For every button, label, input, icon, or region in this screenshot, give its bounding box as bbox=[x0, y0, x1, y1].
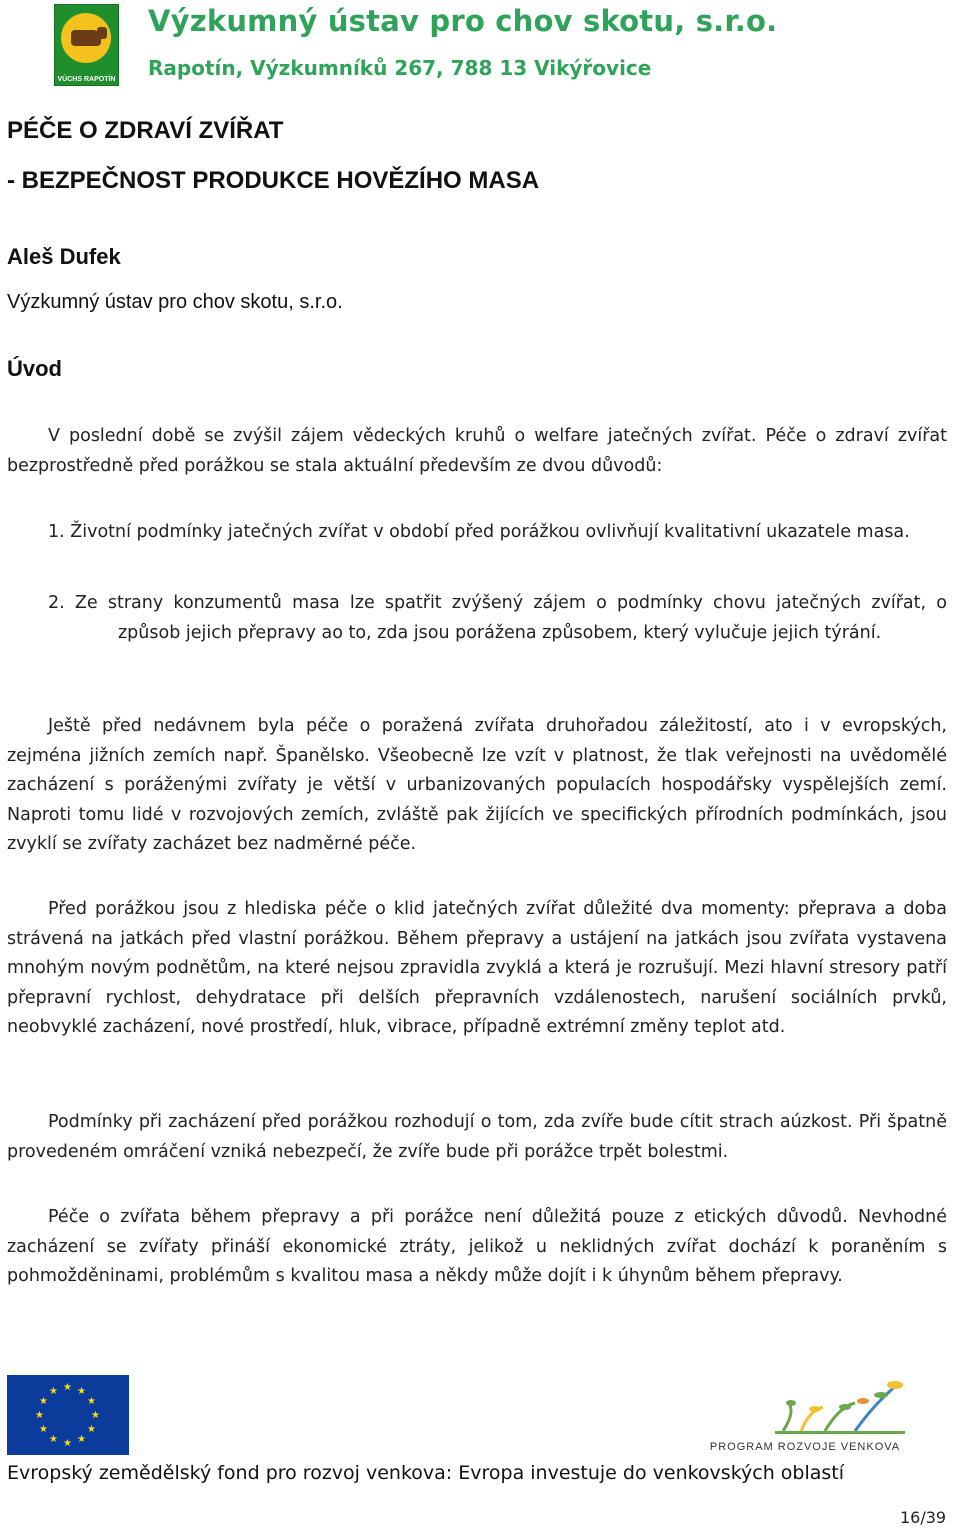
list-item-2: 2. Ze strany konzumentů masa lze spatřit zvýšený zájem o podmínky chovu jatečných zvířat, o způsob jejich přepravy ao to, zda jsou porážena způsobem, který vylučuje jejich týrání. bbox=[48, 593, 947, 643]
paragraph-4-text: Podmínky při zacházení před porážkou rozhodují o tom, zda zvíře bude cítit strach aúzkost. Při špatně provedeném omráčení vzniká nebezpečí, že zvíře bude při porážce trpět bolestmi. bbox=[7, 1112, 947, 1162]
eu-star-icon: ★ bbox=[87, 1396, 96, 1407]
eu-flag-logo bbox=[7, 1375, 129, 1455]
eu-star-icon: ★ bbox=[91, 1410, 100, 1421]
paragraph-5-text: Péče o zvířata během přepravy a při porážce není důležitá pouze z etických důvodů. Nevhodné zacházení se zvířaty přináší ekonomické ztráty, jelikož u neklidných zvířat dochází k poraněním s pohmožděninami, problémům s kvalitou masa a někdy může dojít i k úhynům během přepravy. bbox=[7, 1207, 947, 1287]
cow-head-icon bbox=[97, 27, 107, 39]
author-name: Aleš Dufek bbox=[7, 244, 121, 269]
paragraph-2-text: Ještě před nedávnem byla péče o poražená zvířata druhořadou záležitostí, ato i v evropských, zejména jižních zemích např. Španělsko. Všeobecně lze vzít v platnost, že tlak veřejnosti na uvědomělé zacházení s poráženými zvířaty je větší v urbanizovaných populacích hospodářsky vyspělejších zemí. Naproti tomu lidé v rozvojových zemích, zvláště pak žijících ve specifických přírodních podmínkách, jsou zvyklí se zvířaty zacházet bez nadměrné péče. bbox=[7, 716, 947, 855]
paragraph-3 bbox=[7, 895, 947, 1043]
institute-address: Rapotín, Výzkumníků 267, 788 13 Vikýřovice bbox=[148, 56, 652, 80]
document-title-line1: PÉČE O ZDRAVÍ ZVÍŘAT bbox=[7, 117, 284, 144]
document-title-line2: - BEZPEČNOST PRODUKCE HOVĚZÍHO MASA bbox=[7, 167, 540, 194]
eu-star-icon: ★ bbox=[39, 1424, 48, 1435]
intro-paragraph bbox=[7, 422, 947, 481]
eu-star-icon: ★ bbox=[49, 1386, 58, 1397]
prv-label: PROGRAM ROZVOJE VENKOVA bbox=[709, 1441, 901, 1453]
eu-star-icon: ★ bbox=[39, 1396, 48, 1407]
logo-caption: VÚCHS RAPOTÍN bbox=[57, 76, 116, 83]
eu-star-icon: ★ bbox=[77, 1434, 86, 1445]
section-heading: Úvod bbox=[7, 356, 62, 381]
prv-plants-icon bbox=[705, 1373, 905, 1437]
eu-star-icon: ★ bbox=[87, 1424, 96, 1435]
list-item-1: 1. Životní podmínky jatečných zvířat v období před porážkou ovlivňují kvalitativní ukazatele masa. bbox=[48, 522, 910, 542]
paragraph-5 bbox=[7, 1203, 947, 1292]
eu-star-icon: ★ bbox=[63, 1382, 72, 1393]
prv-logo bbox=[705, 1373, 905, 1453]
eu-star-icon: ★ bbox=[77, 1386, 86, 1397]
page-number: 16/39 bbox=[900, 1508, 947, 1527]
author-affiliation: Výzkumný ústav pro chov skotu, s.r.o. bbox=[7, 291, 343, 313]
eu-star-icon: ★ bbox=[35, 1410, 44, 1421]
eu-star-icon: ★ bbox=[63, 1438, 72, 1449]
eafrd-text: Evropský zemědělský fond pro rozvoj venkova: Evropa investuje do venkovských oblastí bbox=[7, 1462, 845, 1484]
eu-star-icon: ★ bbox=[49, 1434, 58, 1445]
institute-name: Výzkumný ústav pro chov skotu, s.r.o. bbox=[148, 4, 778, 38]
paragraph-3-text: Před porážkou jsou z hlediska péče o klid jatečných zvířat důležité dva momenty: přeprava a doba strávená na jatkách před vlastní porážkou. Během přepravy a ustájení na jatkách jsou zvířata vystavena mnohým novým podnětům, na které nejsou zpravidla zvyklá a která je rozrušují. Mezi hlavní stresory patří přepravní rychlost, dehydratace při delších přepravních vzdálenostech, narušení sociálních prvků, neobvyklé zacházení, nové prostředí, hluk, vibrace, případně extrémní změny teplot atd. bbox=[7, 899, 947, 1038]
paragraph-4 bbox=[7, 1108, 947, 1167]
vucr-logo bbox=[54, 4, 119, 86]
intro-paragraph-text: V poslední době se zvýšil zájem vědeckých kruhů o welfare jatečných zvířat. Péče o zdraví zvířat bezprostředně před porážkou se stala aktuální především ze dvou důvodů: bbox=[7, 426, 947, 476]
paragraph-2 bbox=[7, 712, 947, 860]
